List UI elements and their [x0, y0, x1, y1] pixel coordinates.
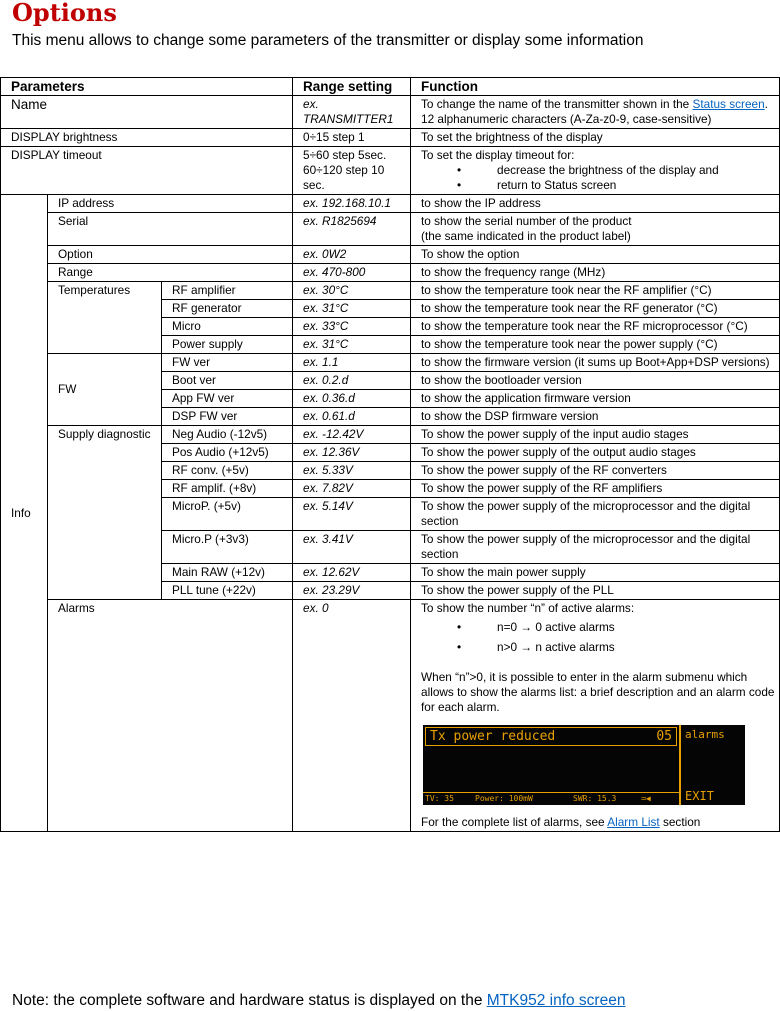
param-fw: FW ver [162, 354, 293, 372]
alarm-display-screenshot [423, 725, 745, 805]
func-alarms [411, 600, 780, 832]
range-supply: ex. 12.36V [293, 444, 411, 462]
range-fw: ex. 0.61.d [293, 408, 411, 426]
alarm-title: Tx power reduced [430, 729, 556, 744]
func-supply: To show the power supply of the RF amplifiers [411, 480, 780, 498]
table-row-alarms [1, 600, 780, 832]
timeout-bullets [421, 163, 775, 193]
alarm-code: 05 [656, 729, 673, 744]
func-brightness: To set the brightness of the display [411, 129, 780, 147]
func-temp: to show the temperature took near the RF generator (°C) [411, 300, 780, 318]
func-supply: To show the power supply of the PLL [411, 582, 780, 600]
list-item: • return to Status screen [421, 178, 775, 193]
param-option: Option [48, 246, 293, 264]
antenna-icon: ≕◀ [641, 794, 651, 803]
param-fw: App FW ver [162, 390, 293, 408]
param-temp: RF generator [162, 300, 293, 318]
func-ip: to show the IP address [411, 195, 780, 213]
table-row [1, 426, 780, 444]
param-temp: Power supply [162, 336, 293, 354]
param-temp: Micro [162, 318, 293, 336]
table-row-range [1, 264, 780, 282]
range-supply: ex. 12.62V [293, 564, 411, 582]
param-alarms: Alarms [48, 600, 293, 832]
swr-readout: SWR: 15.3 [573, 794, 617, 803]
alarm-title-bar [425, 727, 677, 746]
func-temp: to show the temperature took near the RF microprocessor (°C) [411, 318, 780, 336]
func-supply: To show the power supply of the output audio stages [411, 444, 780, 462]
range-fw: ex. 0.2.d [293, 372, 411, 390]
spacer [421, 655, 775, 670]
func-range: to show the frequency range (MHz) [411, 264, 780, 282]
param-ip: IP address [48, 195, 293, 213]
func-supply: To show the power supply of the microprocessor and the digital section [411, 531, 780, 564]
range-alarms: ex. 0 [293, 600, 411, 832]
param-supply: Micro.P (+3v3) [162, 531, 293, 564]
range-brightness: 0÷15 step 1 [293, 129, 411, 147]
func-supply: To show the main power supply [411, 564, 780, 582]
range-ip: ex. 192.168.10.1 [293, 195, 411, 213]
range-name: ex. TRANSMITTER1 [293, 96, 411, 129]
func-fw: to show the firmware version (it sums up Boot+App+DSP versions) [411, 354, 780, 372]
param-supply: Main RAW (+12v) [162, 564, 293, 582]
param-supply: MicroP. (+5v) [162, 498, 293, 531]
table-row-option [1, 246, 780, 264]
func-temp: to show the temperature took near the power supply (°C) [411, 336, 780, 354]
param-name: Name [1, 96, 293, 129]
range-option: ex. 0W2 [293, 246, 411, 264]
power-readout: Power: 100mW [475, 794, 533, 803]
page-title: Options [12, 0, 117, 27]
range-temp: ex. 33°C [293, 318, 411, 336]
options-table [0, 77, 780, 832]
info-group-label: Info [1, 195, 48, 832]
range-temp: ex. 31°C [293, 336, 411, 354]
func-fw: to show the application firmware version [411, 390, 780, 408]
param-supply: RF amplif. (+8v) [162, 480, 293, 498]
alarm-list-link[interactable]: Alarm List [607, 815, 660, 829]
func-name: To change the name of the transmitter shown in the Status screen. 12 alphanumeric characters (A-Za-z0-9, case-sensitive) [411, 96, 780, 129]
param-brightness: DISPLAY brightness [1, 129, 293, 147]
range-supply: ex. -12.42V [293, 426, 411, 444]
exit-label: EXIT [685, 789, 714, 803]
table-row-ip [1, 195, 780, 213]
supply-group-label: Supply diagnostic [48, 426, 162, 600]
param-serial: Serial [48, 213, 293, 246]
list-item: • decrease the brightness of the display and [421, 163, 775, 178]
param-supply: RF conv. (+5v) [162, 462, 293, 480]
range-supply: ex. 23.29V [293, 582, 411, 600]
header-range: Range setting [293, 78, 411, 96]
range-supply: ex. 5.33V [293, 462, 411, 480]
param-supply: Pos Audio (+12v5) [162, 444, 293, 462]
alarm-side-panel [679, 725, 745, 805]
table-row-brightness [1, 129, 780, 147]
range-supply: ex. 5.14V [293, 498, 411, 531]
alarms-bullets [421, 620, 775, 655]
tv-readout: TV: 35 [425, 794, 454, 803]
param-fw: Boot ver [162, 372, 293, 390]
param-supply: Neg Audio (-12v5) [162, 426, 293, 444]
func-serial: to show the serial number of the product (the same indicated in the product label) [411, 213, 780, 246]
range-serial: ex. R1825694 [293, 213, 411, 246]
table-row [1, 354, 780, 372]
table-row-timeout [1, 147, 780, 195]
header-parameters: Parameters [1, 78, 293, 96]
footer-note: Note: the complete software and hardware status is displayed on the MTK952 info screen [12, 992, 626, 1009]
list-item: • n=0 → 0 active alarms [421, 620, 775, 635]
func-supply: To show the power supply of the microprocessor and the digital section [411, 498, 780, 531]
range-temp: ex. 31°C [293, 300, 411, 318]
range-fw: ex. 0.36.d [293, 390, 411, 408]
side-title: alarms [685, 728, 725, 741]
param-range: Range [48, 264, 293, 282]
status-line [423, 792, 679, 805]
range-temp: ex. 30°C [293, 282, 411, 300]
temperatures-group-label: Temperatures [48, 282, 162, 354]
alarms-footer: For the complete list of alarms, see Alarm List section [421, 815, 701, 829]
func-supply: To show the power supply of the input audio stages [411, 426, 780, 444]
intro-text: This menu allows to change some parameters of the transmitter or display some information [12, 32, 644, 49]
list-item: • n>0 → n active alarms [421, 640, 775, 655]
table-row-name [1, 96, 780, 129]
alarms-intro: To show the number “n” of active alarms: [421, 601, 635, 615]
range-timeout: 5÷60 step 5sec. 60÷120 step 10 sec. [293, 147, 411, 195]
func-fw: to show the DSP firmware version [411, 408, 780, 426]
func-option: To show the option [411, 246, 780, 264]
param-supply: PLL tune (+22v) [162, 582, 293, 600]
param-fw: DSP FW ver [162, 408, 293, 426]
func-temp: to show the temperature took near the RF amplifier (°C) [411, 282, 780, 300]
alarms-paragraph: When “n”>0, it is possible to enter in the alarm submenu which allows to show the alarms list: a brief description and an alarm code for each alarm. [421, 670, 775, 714]
func-timeout: To set the display timeout for: • decrease the brightness of the display and • return to Status screen [411, 147, 780, 195]
param-timeout: DISPLAY timeout [1, 147, 293, 195]
table-row [1, 282, 780, 300]
table-row-serial [1, 213, 780, 246]
header-function: Function [411, 78, 780, 96]
range-range: ex. 470-800 [293, 264, 411, 282]
range-supply: ex. 7.82V [293, 480, 411, 498]
info-screen-link[interactable]: MTK952 info screen [486, 992, 626, 1009]
range-fw: ex. 1.1 [293, 354, 411, 372]
func-supply: To show the power supply of the RF converters [411, 462, 780, 480]
func-fw: to show the bootloader version [411, 372, 780, 390]
param-temp: RF amplifier [162, 282, 293, 300]
table-header-row [1, 78, 780, 96]
status-screen-link[interactable]: Status screen [692, 97, 765, 111]
range-supply: ex. 3.41V [293, 531, 411, 564]
fw-group-label: FW [48, 354, 162, 426]
